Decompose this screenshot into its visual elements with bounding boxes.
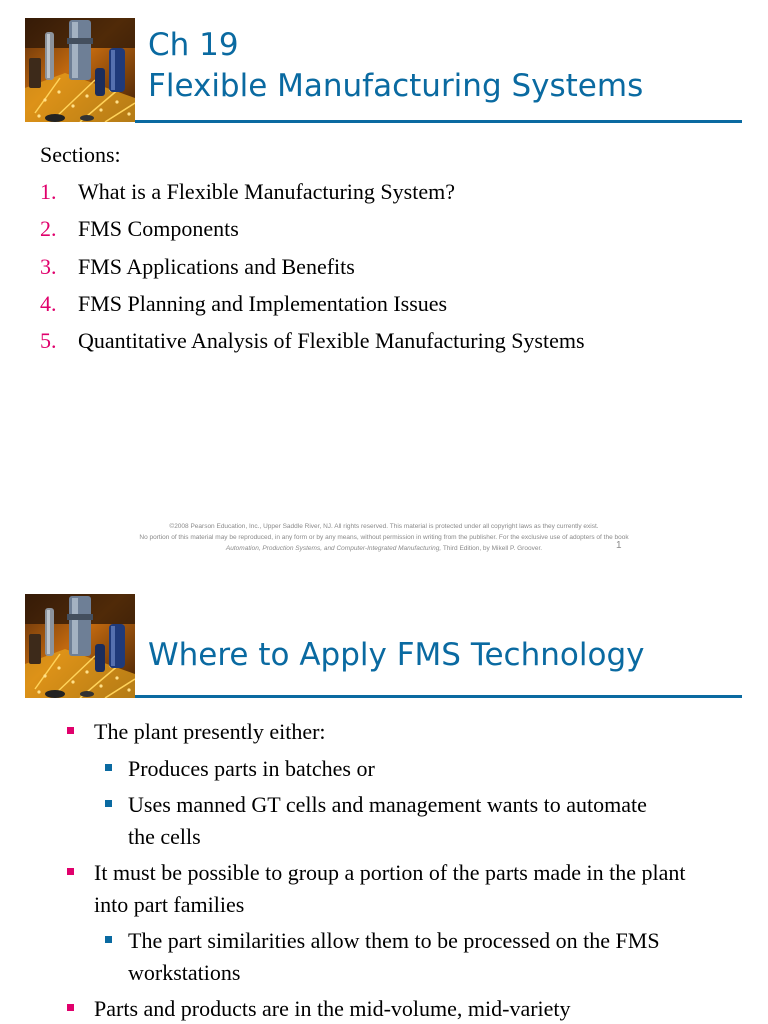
item-number: 5. <box>40 328 57 354</box>
slide-title: Where to Apply FMS Technology <box>148 637 645 673</box>
footer-line-1: ©2008 Pearson Education, Inc., Upper Saddle River, NJ. All rights reserved. This material is protected under all copyright laws as they currently exist. <box>169 523 599 530</box>
book-title: Automation, Production Systems, and Computer-Integrated Manufacturing, <box>225 545 442 552</box>
bullet-list <box>0 716 768 1024</box>
item-number: 4. <box>40 290 57 316</box>
blue-square-bullet-icon <box>105 764 112 771</box>
slide-title-line-2: Flexible Manufacturing Systems <box>148 68 644 104</box>
bullet-text: The plant presently either: <box>94 719 326 744</box>
item-text: Quantitative Analysis of Flexible Manufacturing Systems <box>78 328 585 354</box>
page-number: 1 <box>616 540 622 551</box>
item-number: 1. <box>40 179 57 204</box>
sub-bullet-item <box>0 753 768 785</box>
item-text: FMS Components <box>78 216 239 242</box>
footer-line-2: No portion of this material may be reproduced, in any form or by any means, without permission in writing from the publisher. For the exclusive use of adopters of the book <box>139 534 629 541</box>
bullet-text: Produces parts in batches or <box>128 755 375 781</box>
copyright-footer <box>0 521 768 554</box>
item-text: FMS Planning and Implementation Issues <box>78 290 448 316</box>
blue-square-bullet-icon <box>105 800 112 807</box>
item-text: FMS Applications and Benefits <box>78 253 355 279</box>
footer-line-3-rest: Third Edition, by Mikell P. Groover. <box>441 545 543 552</box>
sub-bullet-item <box>0 925 698 988</box>
pink-square-bullet-icon <box>67 1004 74 1011</box>
bullet-text: The part similarities allow them to be processed on the FMS workstations <box>128 928 660 985</box>
list-item <box>40 216 585 253</box>
title-divider <box>135 695 742 698</box>
slide-title-line-1: Ch 19 <box>148 27 239 63</box>
item-number: 2. <box>40 216 57 242</box>
sub-bullet-item <box>0 789 648 852</box>
blue-square-bullet-icon <box>105 936 112 943</box>
bullet-item <box>0 716 768 748</box>
sections-label: Sections: <box>40 142 121 167</box>
title-divider <box>135 120 742 123</box>
footer-line-3 <box>0 543 768 554</box>
bullet-text: Parts and products are in the mid-volume, mid-variety <box>94 996 571 1021</box>
list-item <box>40 179 585 216</box>
list-item <box>40 328 585 365</box>
item-number: 3. <box>40 253 57 279</box>
sections-list <box>40 179 585 365</box>
bullet-item <box>0 857 704 920</box>
circuit-board-photo-icon <box>25 18 135 122</box>
pink-square-bullet-icon <box>67 727 74 734</box>
bullet-text: It must be possible to group a portion of the parts made in the plant into part families <box>94 860 686 917</box>
pink-square-bullet-icon <box>67 868 74 875</box>
list-item <box>40 291 585 328</box>
circuit-board-photo-icon <box>25 594 135 698</box>
bullet-text: Uses manned GT cells and management wants to automate the cells <box>128 792 647 849</box>
item-text: What is a Flexible Manufacturing System? <box>78 179 455 204</box>
bullet-item <box>0 993 768 1024</box>
slide-2 <box>0 576 768 1024</box>
list-item <box>40 254 585 291</box>
